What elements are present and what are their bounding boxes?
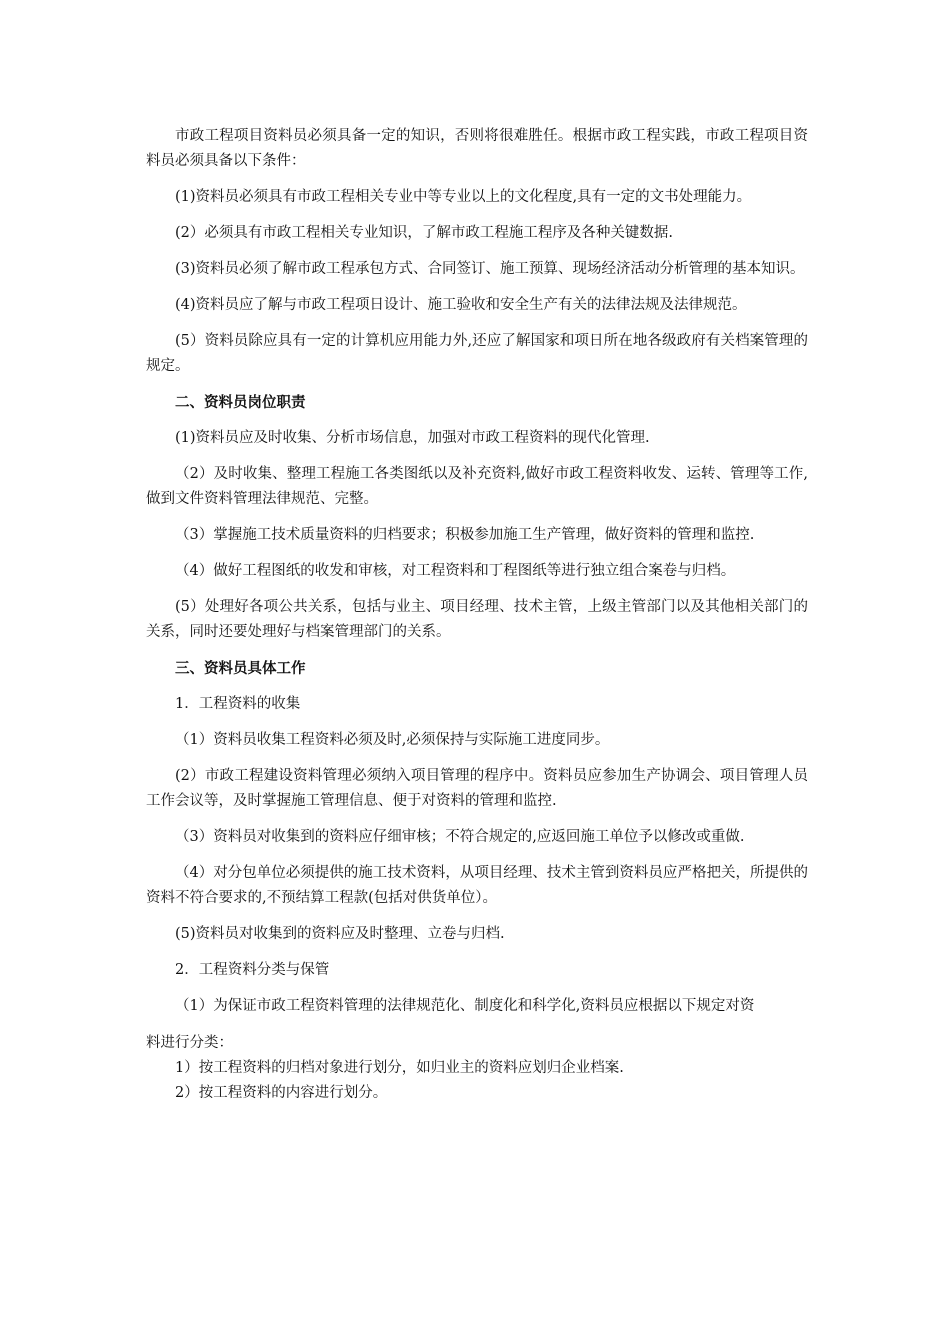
classification-continuation: 料进行分类： bbox=[146, 1035, 233, 1051]
requirement-1: (1)资料员必须具有市政工程相关专业中等专业以上的文化程度,具有一定的文书处理能力。 bbox=[175, 189, 752, 205]
subsection-1-heading: 1．工程资料的收集 bbox=[175, 696, 301, 712]
section-2-heading: 二、资料员岗位职责 bbox=[175, 394, 306, 411]
collection-3: （3）资料员对收集到的资料应仔细审核；不符合规定的,应返回施工单位予以修改或重做. bbox=[175, 829, 745, 845]
collection-1: （1）资料员收集工程资料必须及时,必须保持与实际施工进度同步。 bbox=[175, 732, 610, 748]
requirement-2: (2）必须具有市政工程相关专业知识，了解市政工程施工程序及各种关键数据. bbox=[175, 225, 673, 241]
requirement-3: (3)资料员必须了解市政工程承包方式、合同签订、施工预算、现场经济活动分析管理的基本知识。 bbox=[175, 261, 805, 277]
duty-3: （3）掌握施工技术质量资料的归档要求；积极参加施工生产管理，做好资料的管理和监控. bbox=[175, 527, 755, 543]
classification-item-2: 2）按工程资料的内容进行划分。 bbox=[175, 1085, 388, 1101]
requirement-4: (4)资料员应了解与市政工程项日设计、施工验收和安全生产有关的法律法规及法律规范。 bbox=[175, 297, 747, 313]
collection-5: (5)资料员对收集到的资料应及时整理、立卷与归档. bbox=[175, 926, 505, 942]
duty-5: (5）处理好各项公共关系，包括与业主、项目经理、技术主管，上级主管部门以及其他相关部门的关系，同时还要处理好与档案管理部门的关系。 bbox=[146, 599, 808, 640]
collection-2: (2）市政工程建设资料管理必须纳入项目管理的程序中。资料员应参加生产协调会、项目管理人员工作会议等，及时掌握施工管理信息、便于对资料的管理和监控. bbox=[146, 768, 808, 809]
classification-intro: （1）为保证市政工程资料管理的法律规范化、制度化和科学化,资料员应根据以下规定对资 bbox=[175, 998, 755, 1014]
duty-2: （2）及时收集、整理工程施工各类图纸以及补充资料,做好市政工程资料收发、运转、管理等工作,做到文件资料管理法律规范、完整。 bbox=[146, 466, 808, 507]
duty-4: （4）做好工程图纸的收发和审核，对工程资料和丁程图纸等进行独立组合案卷与归档。 bbox=[175, 563, 736, 579]
subsection-2-heading: 2．工程资料分类与保管 bbox=[175, 962, 330, 978]
duty-1: (1)资料员应及时收集、分析市场信息，加强对市政工程资料的现代化管理. bbox=[175, 430, 650, 446]
collection-4: （4）对分包单位必须提供的施工技术资料，从项目经理、技术主管到资料员应严格把关，所提供的资料不符合要求的,不预结算工程款(包括对供货单位）。 bbox=[146, 865, 808, 906]
intro-paragraph: 市政工程项目资料员必须具备一定的知识，否则将很难胜任。根据市政工程实践，市政工程项目资料员必须具备以下条件： bbox=[146, 128, 808, 169]
requirement-5: (5）资料员除应具有一定的计算机应用能力外,还应了解国家和项日所在地各级政府有关档案管理的规定。 bbox=[146, 333, 808, 374]
section-3-heading: 三、资料员具体工作 bbox=[175, 660, 306, 677]
classification-item-1: 1）按工程资料的归档对象进行划分，如归业主的资料应划归企业档案. bbox=[175, 1060, 624, 1076]
